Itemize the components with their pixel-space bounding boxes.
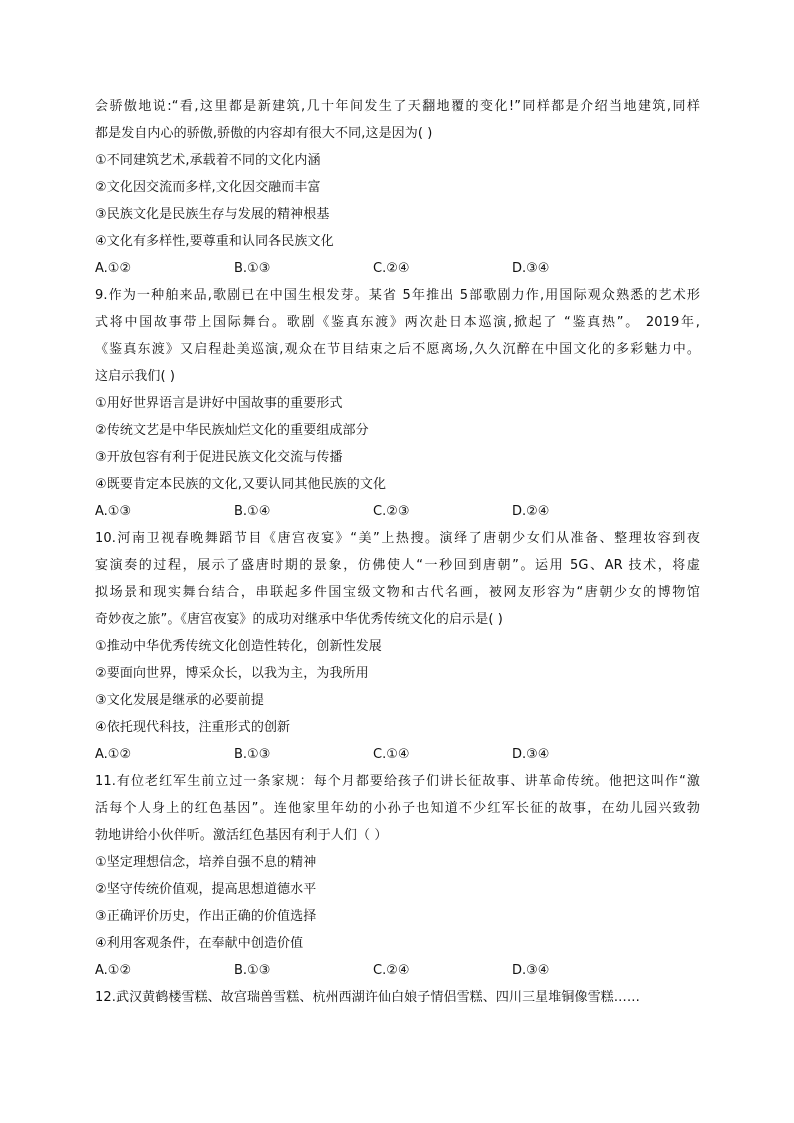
option-a: A.①② — [95, 261, 132, 276]
question-stem-line: 11.有位老红军生前立过一条家规：每个月都要给孩子们讲长征故事、讲革命传统。他把这叫作“激 — [95, 774, 700, 789]
question-12 — [95, 984, 700, 1011]
statement-1: ①用好世界语言是讲好中国故事的重要形式 — [95, 396, 343, 411]
statement-4: ④文化有多样性,要尊重和认同各民族文化 — [95, 234, 334, 249]
option-c: C.①④ — [373, 747, 410, 762]
question-stem-line: 《鉴真东渡》又启程赴美巡演,观众在节目结束之后不愿离场,久久沉醉在中国文化的多彩魅力中。 — [95, 342, 700, 357]
question-11 — [95, 768, 700, 984]
statement-3: ③文化发展是继承的必要前提 — [95, 693, 264, 708]
question-stem-line: 拟场景和现实舞台结合，串联起多件国宝级文物和古代名画，被网友形容为“唐朝少女的博物馆 — [95, 585, 700, 600]
option-a: A.①③ — [95, 504, 132, 519]
option-d: D.③④ — [512, 963, 550, 978]
option-c: C.②④ — [373, 261, 410, 276]
option-b: B.①③ — [234, 963, 271, 978]
option-d: D.②④ — [512, 504, 550, 519]
statement-3: ③民族文化是民族生存与发展的精神根基 — [95, 207, 330, 222]
question-stem-line: 9.作为一种舶来品,歌剧已在中国生根发芽。某省 5年推出 5部歌剧力作,用国际观众熟悉的艺术形 — [95, 288, 700, 303]
question-stem-line: 勃地讲给小伙伴听。激活红色基因有利于人们（ ） — [95, 828, 388, 843]
option-c: C.②④ — [373, 963, 410, 978]
option-d: D.③④ — [512, 261, 550, 276]
question-stem-line: 式将中国故事带上国际舞台。歌剧《鉴真东渡》两次赴日本巡演,掀起了 “鉴真热”。 2019年, — [95, 315, 700, 330]
statement-2: ②文化因交流而多样,文化因交融而丰富 — [95, 180, 321, 195]
statement-1: ①推动中华优秀传统文化创造性转化，创新性发展 — [95, 639, 382, 654]
question-stem-line: 10.河南卫视春晚舞蹈节目《唐宫夜宴》“美”上热搜。演绎了唐朝少女们从准备、整理妆容到夜 — [95, 531, 700, 546]
statement-3: ③正确评价历史，作出正确的价值选择 — [95, 909, 317, 924]
statement-4: ④依托现代科技，注重形式的创新 — [95, 720, 291, 735]
statement-2: ②要面向世界，博采众长，以我为主，为我所用 — [95, 666, 369, 681]
question-9 — [95, 282, 700, 525]
question-stem-line: 会骄傲地说:“看,这里都是新建筑,几十年间发生了天翻地覆的变化!”同样都是介绍当地建筑,同样 — [95, 99, 700, 114]
answer-options — [95, 498, 700, 525]
question-stem-line: 宴演奏的过程，展示了盛唐时期的景象，仿佛使人“一秒回到唐朝”。运用 5G、AR 技术，将虚 — [95, 558, 700, 573]
document-body — [95, 93, 700, 1011]
answer-options — [95, 741, 700, 768]
question-stem-line: 都是发自内心的骄傲,骄傲的内容却有很大不同,这是因为( ) — [95, 126, 433, 141]
question-10 — [95, 525, 700, 768]
question-stem-line: 活每个人身上的红色基因”。连他家里年幼的小孙子也知道不少红军长征的故事，在幼儿园兴致勃 — [95, 801, 700, 816]
option-d: D.③④ — [512, 747, 550, 762]
statement-1: ①坚定理想信念，培养自强不息的精神 — [95, 855, 317, 870]
option-b: B.①④ — [234, 504, 271, 519]
option-a: A.①② — [95, 747, 132, 762]
statement-4: ④既要肯定本民族的文化,又要认同其他民族的文化 — [95, 477, 387, 492]
statement-2: ②传统文艺是中华民族灿烂文化的重要组成部分 — [95, 423, 369, 438]
option-c: C.②③ — [373, 504, 410, 519]
option-b: B.①③ — [234, 747, 271, 762]
question-stem-line: 12.武汉黄鹤楼雪糕、故宫瑞兽雪糕、杭州西湖许仙白娘子情侣雪糕、四川三星堆铜像雪糕…… — [95, 990, 640, 1005]
statement-3: ③开放包容有利于促进民族文化交流与传播 — [95, 450, 343, 465]
statement-2: ②坚守传统价值观，提高思想道德水平 — [95, 882, 317, 897]
question-stem-line: 奇妙夜之旅”。《唐宫夜宴》的成功对继承中华优秀传统文化的启示是( ) — [95, 612, 503, 627]
option-b: B.①③ — [234, 261, 271, 276]
answer-options — [95, 255, 700, 282]
statement-1: ①不同建筑艺术,承载着不同的文化内涵 — [95, 153, 321, 168]
question-8-tail — [95, 93, 700, 282]
option-a: A.①② — [95, 963, 132, 978]
statement-4: ④利用客观条件，在奉献中创造价值 — [95, 936, 304, 951]
answer-options — [95, 957, 700, 984]
question-stem-line: 这启示我们( ) — [95, 369, 176, 384]
